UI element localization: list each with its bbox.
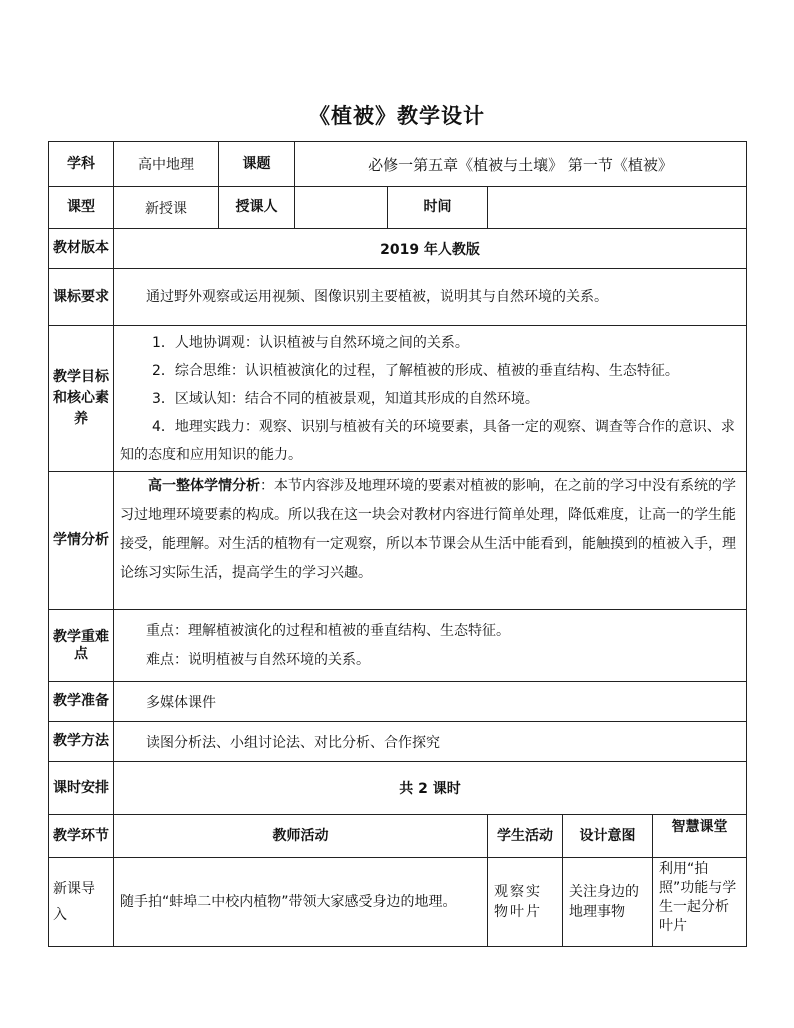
keypoints-text (114, 610, 747, 682)
keypoints-row (49, 610, 747, 682)
prep-row (49, 682, 747, 722)
page-title: 《植被》教学设计 (309, 104, 485, 128)
teacher-value (295, 187, 388, 229)
prep-label: 教学准备 (49, 682, 114, 722)
type-row (49, 187, 747, 229)
goal-item: 2．综合思维：认识植被演化的过程，了解植被的形成、植被的垂直结构、生态特征。 (152, 362, 679, 379)
intent-header: 设计意图 (563, 815, 653, 858)
schedule-value: 共 2 课时 (114, 762, 747, 815)
difficulty-text: 难点：说明植被与自然环境的关系。 (146, 651, 370, 668)
goals-row (49, 326, 747, 472)
teacher-activity-header: 教师活动 (114, 815, 488, 858)
method-value: 读图分析法、小组讨论法、对比分析、合作探究 (114, 722, 747, 762)
schedule-row (49, 762, 747, 815)
topic-value: 必修一第五章《植被与土壤》 第一节《植被》 (295, 142, 747, 187)
standard-row (49, 269, 747, 326)
subject-label: 学科 (49, 142, 114, 187)
goal-item: 1．人地协调观：认识植被与自然环境之间的关系。 (152, 334, 469, 351)
analysis-body: ：本节内容涉及地理环境的要素对植被的影响，在之前的学习中没有系统的学习过地理环境要素的构成。所以我在这一块会对教材内容进行简单处理，降低难度，让高一的学生能接受，能理解。对生活的植物有一定观察，所以本节课会从生活中能看到，能触摸到的植被入手，理论练习实际生活，提高学生的学习兴趣。 (120, 478, 736, 581)
standard-text: 通过野外观察或运用视频、图像识别主要植被，说明其与自然环境的关系。 (114, 269, 747, 326)
smart-class-header: 智慧课堂 (653, 815, 747, 858)
lesson-plan-table (48, 141, 747, 947)
edition-value: 2019 年人教版 (114, 229, 747, 269)
focus-text: 重点：理解植被演化的过程和植被的垂直结构、生态特征。 (146, 622, 510, 639)
student-activity-header: 学生活动 (488, 815, 563, 858)
schedule-label: 课时安排 (49, 762, 114, 815)
goals-list (114, 326, 747, 472)
time-value (488, 187, 747, 229)
method-row (49, 722, 747, 762)
process-header-row (49, 815, 747, 858)
method-label: 教学方法 (49, 722, 114, 762)
type-value: 新授课 (114, 187, 219, 229)
goal-item: 4．地理实践力：观察、识别与植被有关的环境要素，具备一定的观察、调查等合作的意识、求知的态度和应用知识的能力。 (120, 418, 735, 463)
analysis-text (114, 472, 747, 610)
topic-label: 课题 (219, 142, 295, 187)
stage-header: 教学环节 (49, 815, 114, 858)
process-student: 观察实物叶片 (488, 858, 563, 947)
subject-row (49, 142, 747, 187)
time-label: 时间 (388, 187, 488, 229)
keypoints-label: 教学重难点 (49, 610, 114, 682)
analysis-lead: 高一整体学情分析 (148, 478, 260, 494)
subject-value: 高中地理 (114, 142, 219, 187)
edition-label: 教材版本 (49, 229, 114, 269)
type-label: 课型 (49, 187, 114, 229)
standard-label: 课标要求 (49, 269, 114, 326)
process-row (49, 858, 747, 947)
goals-label: 教学目标和核心素养 (49, 326, 114, 472)
process-stage: 新课导入 (49, 858, 114, 947)
process-smart: 利用“拍照”功能与学生一起分析叶片 (653, 858, 747, 947)
process-teacher: 随手拍“蚌埠二中校内植物”带领大家感受身边的地理。 (114, 858, 488, 947)
prep-value: 多媒体课件 (114, 682, 747, 722)
edition-row (49, 229, 747, 269)
goal-item: 3．区域认知：结合不同的植被景观，知道其形成的自然环境。 (152, 390, 539, 407)
analysis-label: 学情分析 (49, 472, 114, 610)
analysis-row (49, 472, 747, 610)
process-intent: 关注身边的地理事物 (563, 858, 653, 947)
teacher-label: 授课人 (219, 187, 295, 229)
